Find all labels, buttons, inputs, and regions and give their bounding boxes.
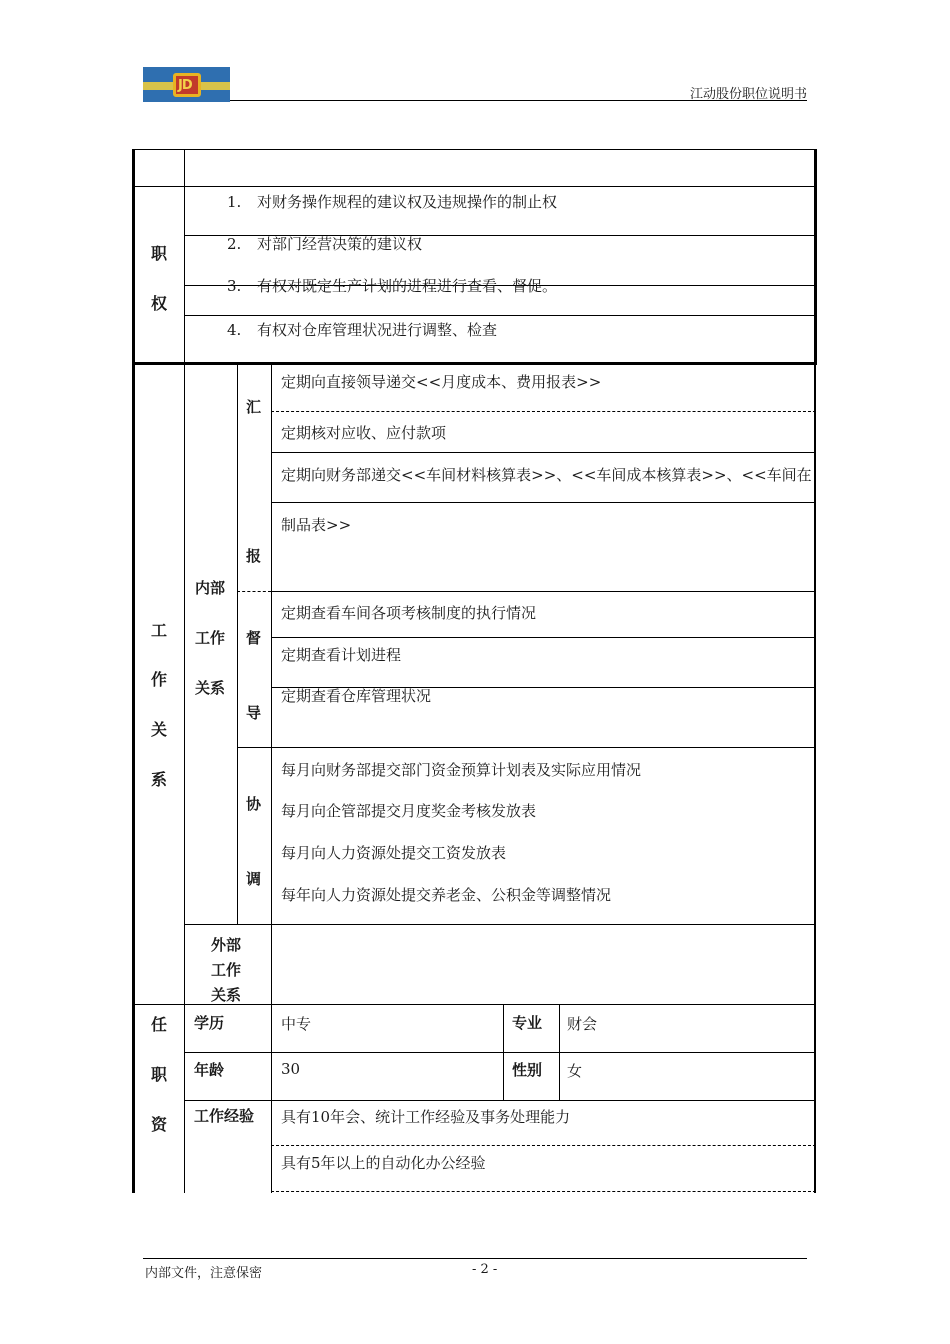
- coordinate-item: 每年向人力资源处提交养老金、公积金等调整情况: [281, 886, 612, 904]
- section-divider: [132, 362, 817, 365]
- row-divider: [271, 637, 816, 638]
- coordinate-item: 每月向企管部提交月度奖金考核发放表: [281, 802, 537, 820]
- major-value: 财会: [567, 1015, 598, 1033]
- experience-item: 具有10年会、统计工作经验及事务处理能力: [281, 1108, 571, 1126]
- supervise-label-2: 导: [246, 704, 262, 722]
- relations-label-char: 作: [151, 670, 168, 689]
- dashed-divider: [271, 1191, 816, 1192]
- row-divider: [271, 591, 816, 592]
- relations-label-char: 关: [151, 720, 168, 739]
- supervise-item: 定期查看仓库管理状况: [281, 687, 432, 705]
- age-label: 年龄: [194, 1061, 225, 1079]
- authority-item: 1. 对财务操作规程的建议权及违规操作的制止权: [227, 193, 558, 211]
- authority-item: 2. 对部门经营决策的建议权: [227, 235, 423, 253]
- experience-label: 工作经验: [194, 1107, 255, 1125]
- external-relations-label: 外部: [211, 936, 242, 954]
- relations-label-char: 系: [151, 770, 168, 789]
- report-label-1: 汇: [246, 398, 262, 416]
- page-number: - 2 -: [472, 1262, 498, 1277]
- row-divider: [184, 1052, 816, 1053]
- report-item: 制品表>>: [281, 516, 352, 534]
- coordinate-item: 每月向财务部提交部门资金预算计划表及实际应用情况: [281, 761, 642, 779]
- row-divider: [271, 502, 816, 503]
- gender-value: 女: [567, 1062, 583, 1080]
- document-title: 江动股份职位说明书: [689, 87, 807, 102]
- table-top-border: [132, 149, 817, 150]
- report-item: 定期向财务部递交<<车间材料核算表>>、<<车间成本核算表>>、<<车间在: [281, 466, 812, 484]
- dashed-divider: [271, 411, 816, 412]
- coordinate-item: 每月向人力资源处提交工资发放表: [281, 844, 507, 862]
- table-col-divider-1: [184, 149, 185, 1193]
- qualification-label-char: 任: [151, 1015, 168, 1034]
- report-item: 定期核对应收、应付款项: [281, 424, 447, 442]
- coordinate-label-2: 调: [246, 870, 262, 888]
- major-label: 专业: [512, 1014, 543, 1032]
- supervise-item: 定期查看车间各项考核制度的执行情况: [281, 604, 537, 622]
- dashed-divider: [271, 1145, 816, 1146]
- authority-label-1: 职: [151, 244, 168, 263]
- row-divider: [132, 186, 817, 187]
- confidential-note: 内部文件，注意保密: [145, 1266, 263, 1281]
- footer-rule: [143, 1258, 807, 1259]
- internal-relations-label: 内部: [195, 579, 226, 597]
- report-item: 定期向直接领导递交<<月度成本、费用报表>>: [281, 373, 602, 391]
- internal-relations-label: 工作: [195, 629, 226, 647]
- qualification-label-char: 职: [151, 1065, 168, 1084]
- age-value: 30: [281, 1060, 301, 1078]
- row-divider: [184, 1100, 816, 1101]
- row-divider: [237, 747, 816, 748]
- dashed-divider: [237, 591, 271, 592]
- company-logo: JD: [143, 67, 230, 102]
- supervise-label-1: 督: [246, 629, 262, 647]
- internal-relations-label: 关系: [195, 679, 226, 697]
- education-value: 中专: [281, 1015, 312, 1033]
- authority-item: 4. 有权对仓库管理状况进行调整、检查: [227, 321, 498, 339]
- table-col-divider-2: [237, 364, 238, 925]
- row-divider: [184, 315, 817, 316]
- authority-label-2: 权: [151, 294, 168, 313]
- external-relations-label: 关系: [211, 986, 242, 1004]
- relations-label-char: 工: [151, 621, 168, 640]
- gender-label: 性别: [512, 1061, 543, 1079]
- qualification-label-char: 资: [151, 1115, 168, 1134]
- experience-item: 具有5年以上的自动化办公经验: [281, 1154, 486, 1172]
- table-col-divider-3: [271, 364, 272, 1193]
- row-divider: [271, 452, 816, 453]
- row-divider: [184, 924, 816, 925]
- coordinate-label-1: 协: [246, 795, 262, 813]
- supervise-item: 定期查看计划进程: [281, 646, 402, 664]
- external-relations-label: 工作: [211, 961, 242, 979]
- authority-item: 3. 有权对既定生产计划的进程进行查看、督促。: [227, 277, 558, 295]
- table-border-right: [814, 364, 816, 1193]
- table-border-right-top: [814, 149, 817, 364]
- table-border-left: [132, 149, 135, 1193]
- report-label-2: 报: [246, 547, 262, 565]
- education-label: 学历: [194, 1014, 225, 1032]
